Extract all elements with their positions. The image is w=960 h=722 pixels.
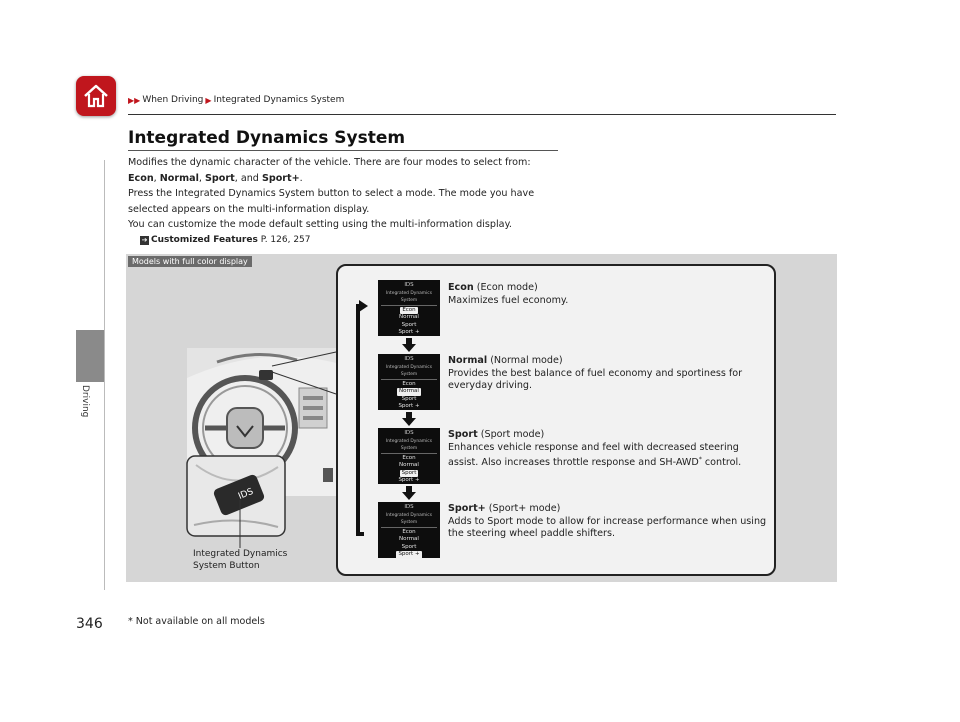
down-arrow-icon: [402, 486, 416, 500]
breadcrumb-arrow-icon: ▶▶: [128, 95, 141, 105]
mode-description-normal: Normal (Normal mode) Provides the best balance of fuel economy and sportiness for everyday driving.: [448, 355, 743, 391]
section-body: [128, 155, 568, 248]
model-tag: Models with full color display: [128, 256, 252, 267]
home-icon: [82, 82, 110, 110]
ids-button-label: Integrated Dynamics System Button: [193, 549, 288, 571]
xref-arrow-icon: ➔: [141, 235, 148, 244]
ids-screen-sport: IDS Integrated Dynamics System Econ Normal Sport Sport +: [378, 428, 440, 484]
cycle-bracket-arrow: [352, 298, 368, 538]
ids-screen-sportplus: IDS Integrated Dynamics System Econ Normal Sport Sport +: [378, 502, 440, 558]
header-divider: [128, 114, 836, 115]
title-divider: [128, 150, 558, 151]
side-tab-label: Driving: [80, 385, 90, 418]
page-number: 346: [76, 616, 103, 632]
breadcrumb-link-when-driving[interactable]: When Driving: [142, 95, 204, 105]
down-arrow-icon: [402, 412, 416, 426]
cross-reference-link[interactable]: ➔ Customized Features P. 126, 257: [141, 234, 311, 245]
breadcrumb-arrow-icon: ▶: [205, 95, 212, 105]
mode-description-econ: Econ (Econ mode) Maximizes fuel economy.: [448, 282, 569, 306]
paragraph-customize: You can customize the mode default setting using the multi-information display.: [128, 219, 512, 230]
home-button[interactable]: [76, 76, 116, 116]
ids-button-closeup: [186, 455, 286, 537]
display-callout-target: [259, 370, 273, 380]
footnote: * Not available on all models: [128, 616, 265, 627]
paragraph-intro: Modifies the dynamic character of the vehicle. There are four modes to select from: Econ, Normal, Sport, and Sport+.: [128, 157, 531, 184]
down-arrow-icon: [402, 338, 416, 352]
side-tab-marker: [76, 330, 104, 382]
breadcrumb: [128, 95, 344, 105]
mode-description-sport: Sport (Sport mode) Enhances vehicle response and feel with decreased steering assist. Also increases throttle response and SH-AWD* control.: [448, 429, 742, 469]
ids-screen-econ: IDS Integrated Dynamics System Econ Normal Sport Sport +: [378, 280, 440, 336]
paragraph-press: Press the Integrated Dynamics System button to select a mode. The mode you have selected appears on the multi-information display.: [128, 188, 535, 215]
mode-description-sportplus: Sport+ (Sport+ mode) Adds to Sport mode to allow for increase performance when using the steering wheel paddle shifters.: [448, 503, 767, 539]
ids-screen-normal: IDS Integrated Dynamics System Econ Normal Sport Sport +: [378, 354, 440, 410]
svg-text:IDS: IDS: [236, 486, 255, 502]
side-divider: [104, 160, 105, 590]
page-title: Integrated Dynamics System: [128, 128, 406, 148]
breadcrumb-current: Integrated Dynamics System: [213, 95, 345, 105]
